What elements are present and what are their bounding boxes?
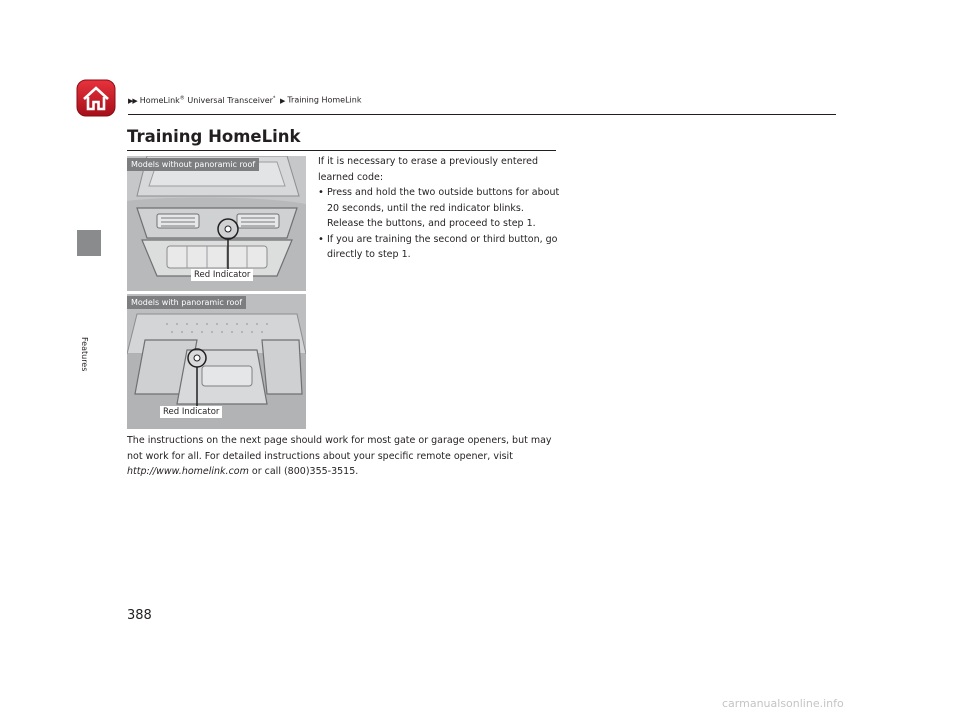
- figure-with-panoramic-roof: [127, 294, 306, 429]
- bullet-list: [318, 185, 563, 263]
- title-divider: [127, 150, 556, 151]
- bottom-text-tail: or call (800)355-3515.: [248, 466, 359, 477]
- red-indicator-callout: Red Indicator: [160, 406, 222, 418]
- watermark: carmanualsonline.info: [722, 697, 844, 710]
- page-title: Training HomeLink: [127, 127, 301, 146]
- bottom-paragraph: [127, 433, 567, 480]
- intro-paragraph: If it is necessary to erase a previously entered learned code:: [318, 156, 539, 183]
- page-number: 388: [127, 608, 152, 623]
- list-item: • Press and hold the two outside buttons for about 20 seconds, until the red indicator blinks. Release the buttons, and proceed to step 1.: [318, 185, 563, 232]
- breadcrumb-arrow-icon: ▶: [279, 96, 285, 105]
- breadcrumb-arrow-icon: ▶▶: [128, 96, 137, 105]
- figure-label: Models without panoramic roof: [127, 158, 259, 171]
- header-divider: [128, 114, 836, 115]
- chapter-tab[interactable]: [77, 230, 101, 256]
- chapter-label[interactable]: Features: [80, 337, 89, 372]
- breadcrumb-current: Training HomeLink: [287, 95, 362, 105]
- list-item: • If you are training the second or third button, go directly to step 1.: [318, 232, 563, 263]
- figure-label: Models with panoramic roof: [127, 296, 246, 309]
- bottom-text: The instructions on the next page should work for most gate or garage openers, but may not work for all. For detailed instructions about your specific remote opener, visit: [127, 435, 552, 462]
- home-button[interactable]: [76, 79, 116, 117]
- breadcrumb: [128, 95, 361, 105]
- breadcrumb-link-homelink[interactable]: HomeLink® Universal Transceiver*: [139, 95, 276, 105]
- homelink-url-link[interactable]: http://www.homelink.com: [127, 466, 249, 477]
- red-indicator-callout: Red Indicator: [191, 269, 253, 281]
- figure-without-panoramic-roof: [127, 156, 306, 291]
- instruction-text: [318, 154, 563, 263]
